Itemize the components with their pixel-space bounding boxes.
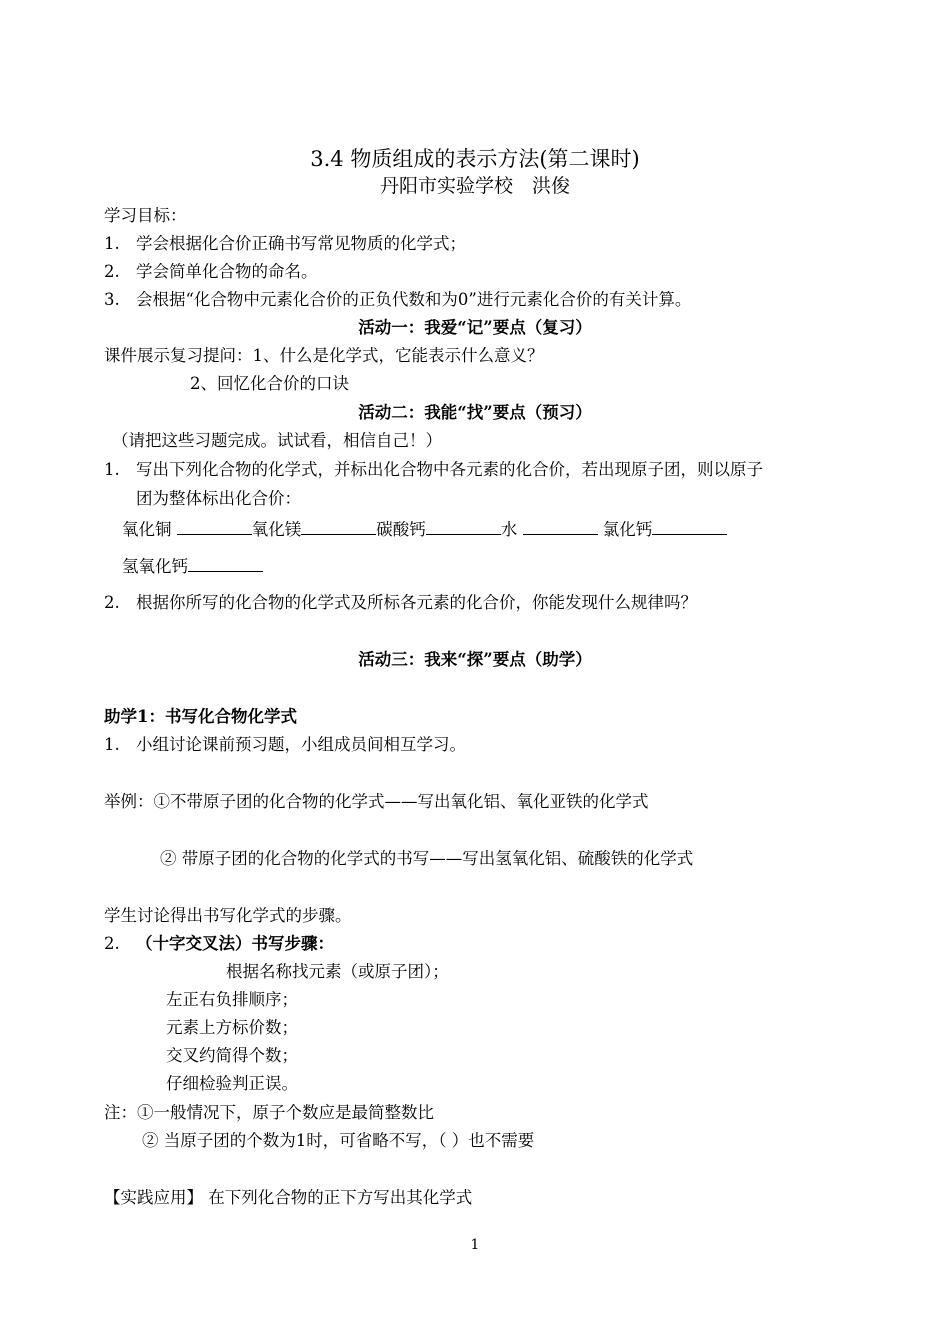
goal-number: 2. bbox=[104, 262, 120, 281]
goal-text: 学会简单化合物的命名。 bbox=[136, 262, 318, 281]
activity3-item-1 bbox=[104, 733, 466, 757]
item-number: 1. bbox=[104, 735, 120, 754]
activity2-note: （请把这些习题完成。试试看，相信自己！） bbox=[112, 431, 442, 450]
goal-number: 1. bbox=[104, 234, 120, 253]
answer-blank[interactable] bbox=[652, 516, 727, 535]
answer-blank[interactable] bbox=[301, 516, 376, 535]
help1-heading: 助学1：书写化合物化学式 bbox=[104, 707, 297, 726]
compound-blanks-row-2 bbox=[122, 553, 263, 579]
compound-label: 碳酸钙 bbox=[376, 520, 426, 539]
activity2-item-1 bbox=[104, 458, 763, 482]
activity2-item-1-cont: 团为整体标出化合价： bbox=[136, 489, 301, 508]
item-number: 2. bbox=[104, 934, 120, 953]
step-5: 仔细检验判正误。 bbox=[166, 1074, 298, 1093]
answer-blank[interactable] bbox=[426, 516, 501, 535]
activity1-question-2: 2、回忆化合价的口诀 bbox=[190, 374, 349, 393]
activity3-item-2 bbox=[104, 932, 334, 956]
example-1: 举例：①不带原子团的化合物的化学式——写出氧化铝、氧化亚铁的化学式 bbox=[104, 792, 649, 811]
item-text: 根据你所写的化合物的化学式及所标各元素的化合价，你能发现什么规律吗？ bbox=[136, 593, 697, 612]
item-text: （十字交叉法）书写步骤： bbox=[136, 934, 334, 953]
step-1: 根据名称找元素（或原子团）； bbox=[226, 962, 449, 981]
author-line: 丹阳市实验学校 洪俊 bbox=[379, 175, 570, 197]
activity1-question-1: 课件展示复习提问：1、什么是化学式，它能表示什么意义？ bbox=[104, 346, 544, 365]
step-2: 左正右负排顺序； bbox=[166, 990, 298, 1009]
step-3: 元素上方标价数； bbox=[166, 1018, 298, 1037]
item-number: 2. bbox=[104, 593, 120, 612]
page-title: 3.4 物质组成的表示方法(第二课时) bbox=[310, 147, 640, 171]
compound-label: 氯化钙 bbox=[602, 520, 653, 539]
goal-number: 3. bbox=[104, 290, 120, 309]
goal-item-3 bbox=[104, 288, 691, 312]
page-number: 1 bbox=[470, 1237, 480, 1253]
activity1-heading: 活动一：我爱“记”要点（复习） bbox=[358, 318, 592, 337]
steps-conclusion: 学生讨论得出书写化学式的步骤。 bbox=[104, 906, 352, 925]
compound-label: 氧化镁 bbox=[251, 520, 302, 539]
note-1: 注：①一般情况下，原子个数应是最简整数比 bbox=[104, 1103, 434, 1122]
goal-text: 会根据“化合物中元素化合价的正负代数和为0”进行元素化合价的有关计算。 bbox=[136, 290, 692, 309]
goal-item-1 bbox=[104, 232, 466, 256]
practice-heading: 【实践应用】 在下列化合物的正下方写出其化学式 bbox=[104, 1188, 473, 1207]
activity2-item-2 bbox=[104, 591, 697, 615]
compound-label: 氧化铜 bbox=[122, 520, 172, 539]
note-2: ② 当原子团的个数为1时，可省略不写，（ ）也不需要 bbox=[142, 1131, 535, 1150]
item-text: 写出下列化合物的化学式，并标出化合物中各元素的化合价，若出现原子团，则以原子 bbox=[136, 460, 763, 479]
goal-text: 学会根据化合价正确书写常见物质的化学式； bbox=[136, 234, 466, 253]
compound-label: 氢氧化钙 bbox=[122, 557, 188, 576]
goals-heading: 学习目标： bbox=[104, 206, 187, 225]
step-4: 交叉约简得个数； bbox=[166, 1046, 298, 1065]
activity2-heading: 活动二：我能“找”要点（预习） bbox=[358, 403, 592, 422]
answer-blank[interactable] bbox=[523, 516, 598, 535]
answer-blank[interactable] bbox=[188, 553, 263, 572]
item-text: 小组讨论课前预习题，小组成员间相互学习。 bbox=[136, 735, 466, 754]
compound-label: 水 bbox=[500, 520, 518, 539]
goal-item-2 bbox=[104, 260, 318, 284]
activity3-heading: 活动三：我来“探”要点（助学） bbox=[358, 650, 592, 669]
compound-blanks-row-1 bbox=[122, 516, 727, 542]
answer-blank[interactable] bbox=[177, 516, 252, 535]
item-number: 1. bbox=[104, 460, 120, 479]
example-2: ② 带原子团的化合物的化学式的书写——写出氢氧化铝、硫酸铁的化学式 bbox=[160, 849, 694, 868]
